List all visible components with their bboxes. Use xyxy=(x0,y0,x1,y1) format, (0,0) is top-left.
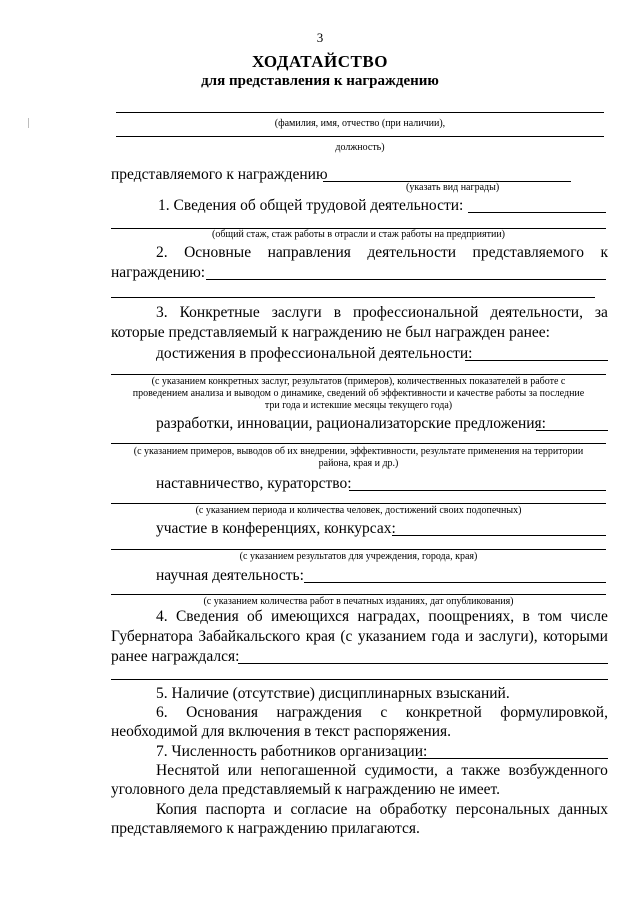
hint-mentoring: (с указанием периода и количества человек, достижений своих подопечных) xyxy=(195,505,522,516)
document-subtitle: для представления к награждению xyxy=(201,73,439,89)
section-2-line-2: награждению: xyxy=(111,264,206,281)
section-3-line-1: 3. Конкретные заслуги в профессиональной деятельности, за xyxy=(156,304,608,321)
achievements-label: достижения в профессиональной деятельности: xyxy=(156,345,473,362)
science-label: научная деятельность: xyxy=(156,567,304,584)
hint-achievements-2: проведением анализа и выводом о динамике, сведений об эффективности и качестве работы за последние xyxy=(132,388,585,399)
document-title: ХОДАТАЙСТВО xyxy=(252,52,388,71)
science-line[interactable] xyxy=(111,594,606,595)
paragraph-2-line-1: Копия паспорта и согласие на обработку персональных данных xyxy=(156,801,608,818)
section-4-line-1: 4. Сведения об имеющихся наградах, поощрениях, в том числе xyxy=(156,608,608,625)
conferences-label: участие в конференциях, конкурсах: xyxy=(156,520,396,537)
section-3-line-2: которые представляемый к награждению не был награжден ранее: xyxy=(111,324,550,341)
section-4-line[interactable] xyxy=(111,679,608,680)
hint-fio: (фамилия, имя, отчество (при наличии), xyxy=(274,118,446,129)
innovations-line[interactable] xyxy=(111,443,606,444)
hint-innovations-1: (с указанием примеров, выводов об их внедрении, эффективности, результате применения на территории xyxy=(133,446,584,457)
mentoring-line[interactable] xyxy=(111,503,606,504)
section-2-line[interactable] xyxy=(111,297,595,298)
achievements-inline-line[interactable] xyxy=(465,360,608,361)
section-4-line-3: ранее награждался: xyxy=(111,648,240,665)
conferences-inline-line[interactable] xyxy=(392,535,606,536)
mentoring-inline-line[interactable] xyxy=(349,490,606,491)
hint-position: должность) xyxy=(335,142,385,153)
section-2-line-1: 2. Основные направления деятельности представляемого к xyxy=(156,244,608,261)
section-4-inline-line[interactable] xyxy=(238,663,608,664)
section-2-inline-line[interactable] xyxy=(206,279,606,280)
hint-science: (с указанием количества работ в печатных изданиях, дат опубликования) xyxy=(203,596,514,607)
position-line[interactable] xyxy=(116,136,604,137)
innovations-inline-line[interactable] xyxy=(536,430,608,431)
hint-achievements-1: (с указанием конкретных заслуг, результатов (примеров), количественных показателей в работе с xyxy=(151,376,566,387)
section-6-line-2: необходимой для включения в текст распоряжения. xyxy=(111,723,451,740)
fio-line[interactable] xyxy=(116,112,604,113)
hint-conferences: (с указанием результатов для учреждения, города, края) xyxy=(239,551,478,562)
achievements-line[interactable] xyxy=(111,374,606,375)
award-label: представляемого к награждению xyxy=(111,166,328,183)
hint-innovations-2: района, края и др.) xyxy=(318,458,399,469)
section-1-label: 1. Сведения об общей трудовой деятельности: xyxy=(158,197,464,214)
hint-section-1: (общий стаж, стаж работы в отрасли и стаж работы на предприятии) xyxy=(211,229,506,240)
science-inline-line[interactable] xyxy=(304,582,606,583)
paragraph-2-line-2: представляемого к награждению прилагаются. xyxy=(111,820,420,837)
section-6-line-1: 6. Основания награждения с конкретной формулировкой, xyxy=(156,704,608,721)
section-4-line-2: Губернатора Забайкальского края (с указанием года и заслуги), которыми xyxy=(111,628,608,645)
conferences-line[interactable] xyxy=(111,549,606,550)
innovations-label: разработки, инновации, рационализаторские предложения: xyxy=(156,415,546,432)
paragraph-1-line-1: Неснятой или непогашенной судимости, а также возбужденного xyxy=(156,762,608,779)
hint-award: (указать вид награды) xyxy=(406,182,500,193)
section-5-label: 5. Наличие (отсутствие) дисциплинарных взысканий. xyxy=(156,685,510,702)
paragraph-1-line-2: уголовного дела представляемый к награждению не имеет. xyxy=(111,781,501,798)
mentoring-label: наставничество, кураторство: xyxy=(156,475,352,492)
section-1-inline-line[interactable] xyxy=(468,212,606,213)
section-7-inline-line[interactable] xyxy=(418,758,608,759)
page-number: 3 xyxy=(316,30,324,45)
hint-achievements-3: три года и истекшие месяцы текущего года) xyxy=(264,400,453,411)
section-7-label: 7. Численность работников организации: xyxy=(156,743,428,760)
margin-mark xyxy=(28,118,29,128)
